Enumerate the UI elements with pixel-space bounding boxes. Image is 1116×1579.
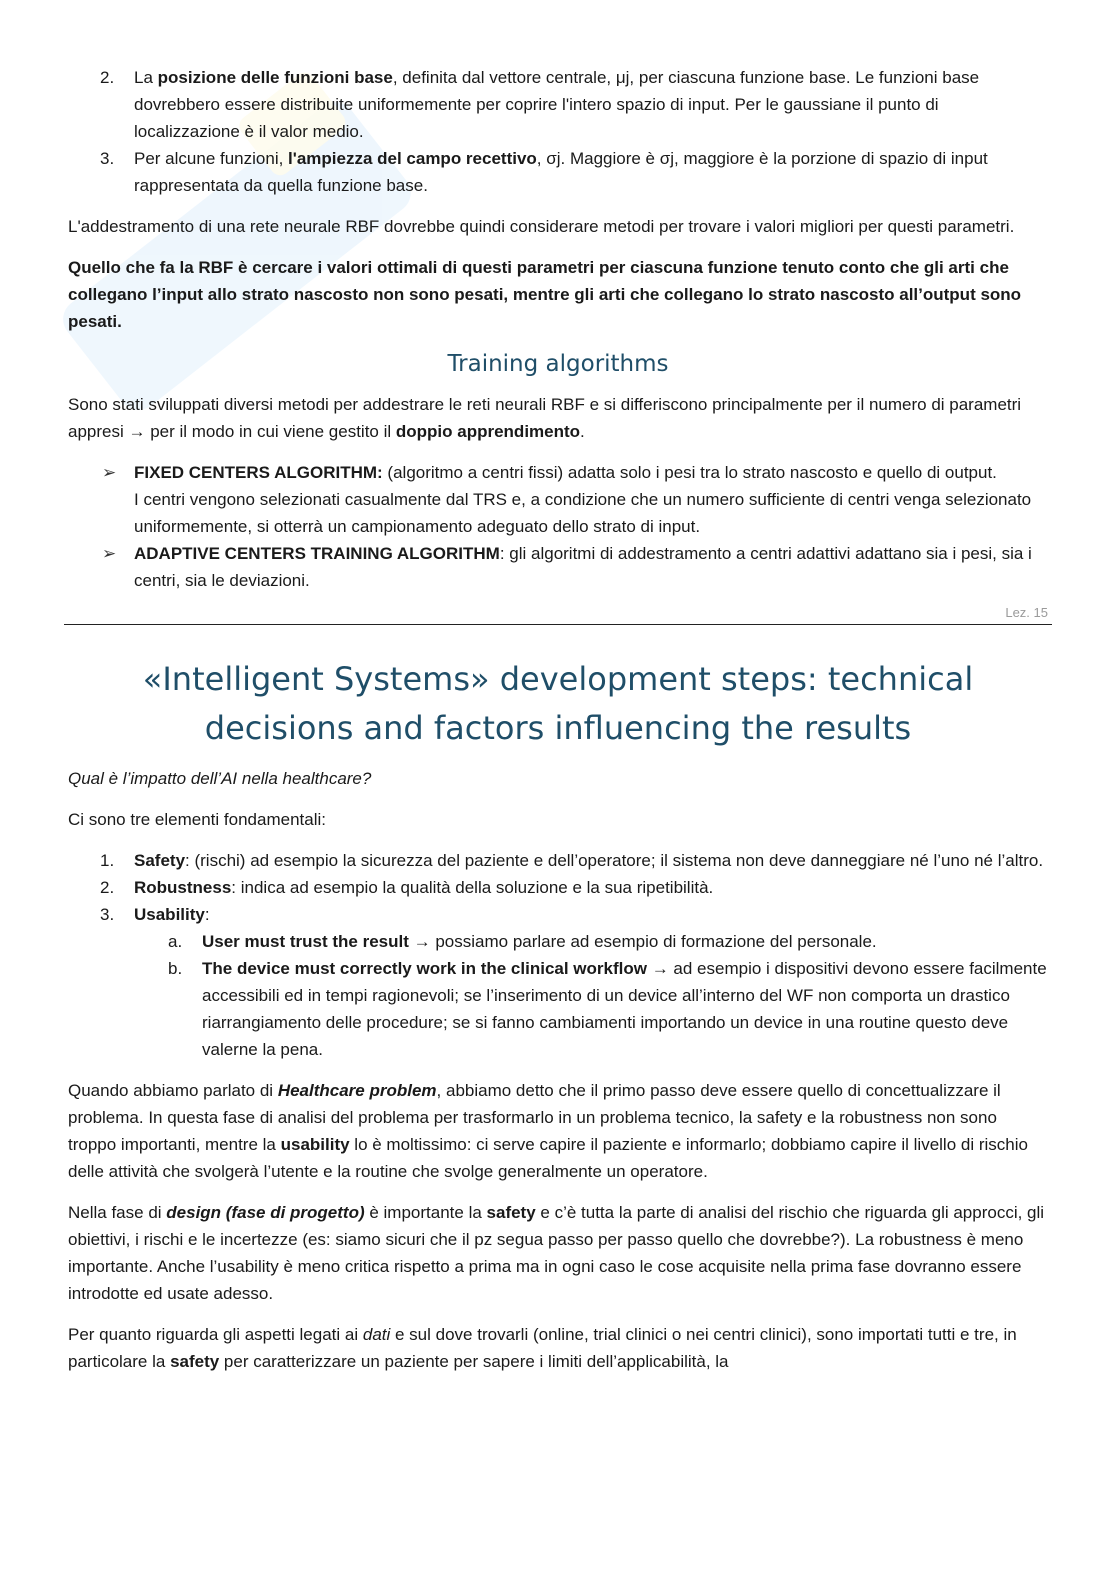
text-run: , σj. Maggiore è σj, maggiore è la porzione di spazio di input rappresentata da quella funzione base.: [134, 149, 988, 195]
text-run: safety: [486, 1203, 536, 1222]
text-run: FIXED CENTERS ALGORITHM:: [134, 463, 383, 482]
section-divider: [64, 624, 1052, 625]
text-run: Per alcune funzioni,: [134, 149, 289, 168]
arrow-bullet-icon: ➢: [102, 463, 117, 482]
list-text: [134, 901, 1048, 928]
algorithm-bullets: [68, 459, 1048, 594]
text-run: e sul dove trovarli (online, trial clinici o nei centri clinici), sono importati tutti e tre, in particolare la: [68, 1325, 1017, 1371]
list-item: [68, 847, 1048, 874]
text-run: , abbiamo detto che il primo passo deve essere quello di concettualizzare il problema. In questa fase di analisi del problema per trasformarlo in un problema tecnico, la safety e la robustness non sono troppo importanti, mentre la: [68, 1081, 1001, 1154]
text-run: L'addestramento di una rete neurale RBF dovrebbe quindi considerare metodi per trovare i valori migliori per questi parametri.: [68, 217, 1015, 236]
top-numbered-list: [68, 64, 1048, 199]
list-number: 2.: [100, 878, 115, 897]
text-run: : indica ad esempio la qualità della soluzione e la sua ripetibilità.: [231, 878, 714, 897]
arrow-bullet-icon: ➢: [102, 544, 117, 563]
paragraph-training-intro: [68, 213, 1048, 240]
list-item: [68, 145, 1048, 199]
bullet-extra-text: I centri vengono selezionati casualmente dal TRS e, a condizione che un numero sufficiente di centri venga selezionato uniformemente, si otterrà un campionamento adeguato dello strato di input.: [134, 490, 1032, 536]
text-run: .: [580, 422, 585, 441]
text-run: Per quanto riguarda gli aspetti legati ai: [68, 1325, 363, 1344]
paragraph-methods: [68, 391, 1048, 445]
bullet-fixed-centers: [68, 459, 1048, 540]
text-run: La: [134, 68, 158, 87]
text-run: User must trust the result: [202, 932, 409, 951]
chapter-title: «Intelligent Systems» development steps: technical decisions and factors influencing the results: [142, 660, 974, 747]
sub-list-text: [202, 955, 1048, 1063]
sub-list-item: [134, 955, 1048, 1063]
lesson-label: Lez. 15: [1005, 605, 1048, 620]
list-item: [68, 901, 1048, 928]
text-run: Robustness: [134, 878, 232, 897]
sub-list-item: [134, 928, 1048, 955]
text-run: → possiamo parlare ad esempio di formazione del personale.: [408, 932, 877, 951]
text-run: Quello che fa la RBF è cercare i valori ottimali di questi parametri per ciascuna funzione tenuto conto che gli arti che collegano l’input allo strato nascosto non sono pesati, mentre gli arti che collegano lo strato nascosto all’output sono pesati.: [68, 258, 1022, 331]
text-run: : (rischi) ad esempio la sicurezza del paziente e dell’operatore; il sistema non deve danneggiare né l’uno né l’altro.: [185, 851, 1044, 870]
text-run: e c’è tutta la parte di analisi del rischio che riguarda gli approcci, gli obiettivi, i rischi e le incertezze (es: siamo sicuri che il pz segua passo per passo quello che dovrebbe?). La robustness è meno importante. Anche l’usability è meno critica rispetto a prima ma in ogni caso le cose acquisite nella prima fase dovranno essere introdotte ed usate adesso.: [68, 1203, 1045, 1303]
question-italic: Qual è l’impatto dell’AI nella healthcare?: [68, 769, 372, 788]
sub-list-letter: a.: [168, 932, 183, 951]
paragraph-design-phase: [68, 1199, 1048, 1307]
elements-intro: Ci sono tre elementi fondamentali:: [68, 810, 326, 829]
text-run: usability: [280, 1135, 350, 1154]
bullet-text: [134, 540, 1048, 594]
bullet-text: [134, 463, 997, 482]
text-run: è importante la: [364, 1203, 487, 1222]
list-number: 1.: [100, 851, 115, 870]
text-run: : gli algoritmi di addestramento a centri adattivi adattano sia i pesi, sia i centri, sia le deviazioni.: [134, 544, 1032, 590]
text-run: lo è moltissimo: ci serve capire il paziente e informarlo; dobbiamo capire il livello di rischio delle attività che svolgerà l’utente e la routine che svolge generalmente un operatore.: [68, 1135, 1028, 1181]
paragraph-rbf-summary: [68, 254, 1048, 335]
text-run: l'ampiezza del campo recettivo: [288, 149, 537, 168]
elements-list: [68, 847, 1048, 1063]
text-run: (algoritmo a centri fissi) adatta solo i pesi tra lo strato nascosto e quello di output.: [382, 463, 997, 482]
document-page: [68, 64, 1048, 1375]
list-item: [68, 64, 1048, 145]
text-run: posizione delle funzioni base: [157, 68, 393, 87]
list-text: [134, 64, 1048, 145]
text-run: ADAPTIVE CENTERS TRAINING ALGORITHM: [134, 544, 500, 563]
text-run: doppio apprendimento: [395, 422, 581, 441]
list-text: [134, 145, 1048, 199]
paragraph-data: [68, 1321, 1048, 1375]
text-run: Safety: [134, 851, 186, 870]
list-text: [134, 847, 1048, 874]
text-run: Quando abbiamo parlato di: [68, 1081, 278, 1100]
sub-list-letter: b.: [168, 959, 183, 978]
bullet-adaptive-centers: [68, 540, 1048, 594]
text-run: The device must correctly work in the clinical workflow: [202, 959, 647, 978]
text-run: design (fase di progetto): [166, 1203, 365, 1222]
text-run: safety: [170, 1352, 220, 1371]
text-run: Nella fase di: [68, 1203, 167, 1222]
list-number: 3.: [100, 905, 115, 924]
text-run: Healthcare problem: [277, 1081, 437, 1100]
list-text: [134, 874, 1048, 901]
sub-list-text: [202, 928, 1048, 955]
text-run: dati: [362, 1325, 391, 1344]
paragraph-healthcare-problem: [68, 1077, 1048, 1185]
list-item: [68, 874, 1048, 901]
question-text: [68, 765, 1048, 792]
text-run: → ad esempio i dispositivi devono essere facilmente accessibili ed in tempi ragionevoli; se l’inserimento di un device all’interno del WF non comporta un drastico riarrangiamento delle procedure; se si fanno cambiamenti importando un device in una routine questo deve valerne la pena.: [202, 959, 1047, 1059]
list-number: 2.: [100, 68, 115, 87]
list-number: 3.: [100, 149, 115, 168]
section-heading: Training algorithms: [447, 351, 669, 377]
text-run: Usability: [134, 905, 205, 924]
text-run: :: [204, 905, 210, 924]
text-run: Sono stati sviluppati diversi metodi per addestrare le reti neurali RBF e si differiscono principalmente per il numero di parametri appresi → per il modo in cui viene gestito il: [68, 395, 1022, 441]
text-run: , definita dal vettore centrale, μj, per ciascuna funzione base. Le funzioni base dovrebbero essere distribuite uniformemente per coprire l'intero spazio di input. Per le gaussiane il punto di localizzazione è il valor medio.: [134, 68, 980, 141]
text-run: per caratterizzare un paziente per sapere i limiti dell’applicabilità, la: [219, 1352, 729, 1371]
